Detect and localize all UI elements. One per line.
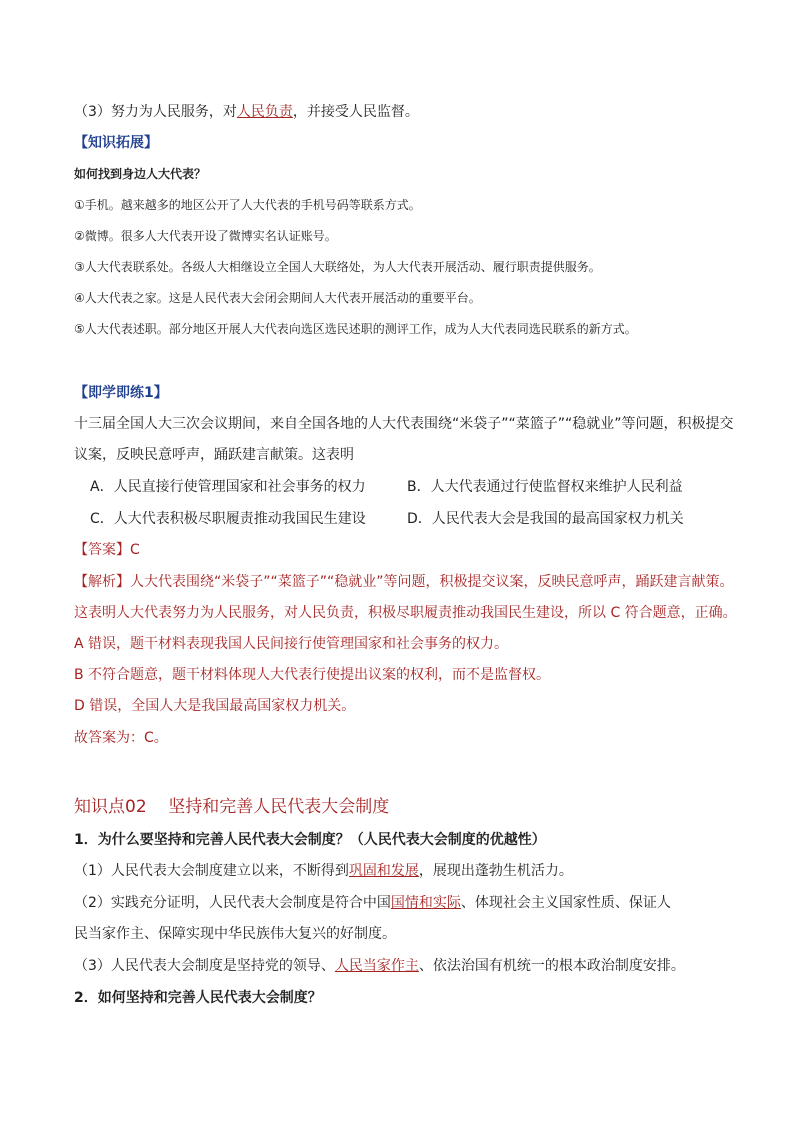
text: ，展现出蓬勃生机活力。 — [418, 863, 573, 879]
option-a: A．人民直接行使管理国家和社会事务的权力 — [90, 479, 366, 495]
underlined-keyword: 人民当家作主 — [334, 958, 419, 974]
knowledge-extension-title: 【知识拓展】 — [74, 135, 158, 151]
question-stem: 议案，反映民意呼声，踊跃建言献策。这表明 — [74, 447, 354, 463]
underlined-keyword: 人民负责 — [236, 104, 293, 120]
knowledge-extension-question: 如何找到身边人大代表？ — [74, 167, 207, 181]
reason-1 — [74, 860, 573, 880]
section-heading: 知识点02 坚持和完善人民代表大会制度 — [74, 797, 390, 817]
text: ，并接受人民监督。 — [292, 104, 419, 120]
reason-3 — [74, 955, 685, 975]
option-d: D．人民代表大会是我国的最高国家权力机关 — [407, 511, 684, 527]
text: 、体现社会主义国家性质、保证人 — [460, 895, 671, 911]
answer-line — [74, 539, 140, 559]
option-b: B．人大代表通过行使监督权来维护人民利益 — [407, 479, 683, 495]
analysis-line: 故答案为：C。 — [74, 730, 168, 746]
knowledge-item: ③人大代表联系处。各级人大相继设立全国人大联络处，为人大代表开展活动、履行职责提供服务。 — [74, 260, 601, 274]
analysis-text: 人大代表围绕“米袋子”“菜篮子”“稳就业”等问题，积极提交议案，反映民意呼声，踊跃建言献策。 — [130, 574, 734, 590]
text: 、依法治国有机统一的根本政治制度安排。 — [418, 958, 685, 974]
text: （3）人民代表大会制度是坚持党的领导、 — [74, 958, 335, 974]
analysis-line — [74, 571, 734, 591]
analysis-label: 【解析】 — [74, 574, 130, 590]
analysis-line: 这表明人大代表努力为人民服务，对人民负责，积极尽职履责推动我国民生建设，所以 C 符合题意，正确。 — [74, 605, 737, 621]
analysis-line: B 不符合题意，题干材料体现人大代表行使提出议案的权利，而不是监督权。 — [74, 667, 551, 683]
question-2: 2．如何坚持和完善人民代表大会制度？ — [74, 990, 322, 1006]
question-1: 1．为什么要坚持和完善人民代表大会制度？（人民代表大会制度的优越性） — [74, 832, 546, 848]
analysis-line: A 错误，题干材料表现我国人民间接行使管理国家和社会事务的权力。 — [74, 636, 509, 652]
question-stem: 十三届全国人大三次会议期间，来自全国各地的人大代表围绕“米袋子”“菜篮子”“稳就业”等问题，积极提交 — [74, 416, 734, 432]
answer-value: C — [130, 542, 140, 558]
practice-title: 【即学即练1】 — [74, 385, 168, 401]
reason-2-cont: 民当家作主、保障实现中华民族伟大复兴的好制度。 — [74, 926, 396, 942]
knowledge-item: ④人大代表之家。这是人民代表大会闭会期间人大代表开展活动的重要平台。 — [74, 291, 481, 305]
knowledge-item: ①手机。越来越多的地区公开了人大代表的手机号码等联系方式。 — [74, 198, 421, 212]
knowledge-item: ②微博。很多人大代表开设了微博实名认证账号。 — [74, 229, 337, 243]
underlined-keyword: 巩固和发展 — [348, 863, 419, 879]
analysis-line: D 错误，全国人大是我国最高国家权力机关。 — [74, 698, 356, 714]
option-c: C．人大代表积极尽职履责推动我国民生建设 — [90, 511, 366, 527]
underlined-keyword: 国情和实际 — [390, 895, 461, 911]
knowledge-item: ⑤人大代表述职。部分地区开展人大代表向选区选民述职的测评工作，成为人大代表同选民联系的新方式。 — [74, 322, 637, 336]
text: （3）努力为人民服务，对 — [74, 104, 237, 120]
duty-point-3 — [74, 101, 419, 121]
reason-2 — [74, 892, 671, 912]
answer-label: 【答案】 — [74, 542, 130, 558]
text: （1）人民代表大会制度建立以来，不断得到 — [74, 863, 349, 879]
text: （2）实践充分证明，人民代表大会制度是符合中国 — [74, 895, 391, 911]
